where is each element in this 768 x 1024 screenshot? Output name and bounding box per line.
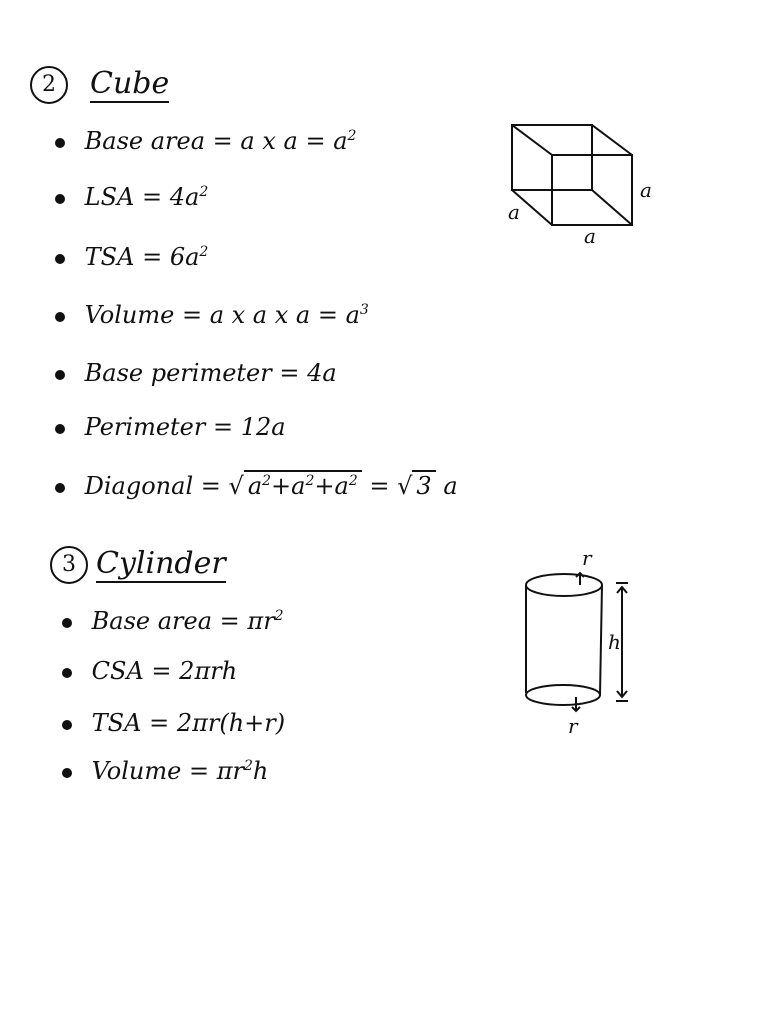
formula-label: Base perimeter xyxy=(84,359,272,387)
cube-tsa-formula xyxy=(55,242,208,272)
formula-result: a xyxy=(443,472,458,500)
equals-sign: = xyxy=(142,243,163,271)
cube-diagram xyxy=(500,115,670,250)
term: a xyxy=(334,472,349,500)
equals-sign: = xyxy=(369,472,390,500)
cube-edge-label-left: a xyxy=(508,200,520,224)
equals-sign: = xyxy=(212,413,234,441)
radicand: 3 xyxy=(412,470,435,500)
cube-base-area-formula xyxy=(55,126,356,156)
formula-label: Diagonal xyxy=(84,472,194,500)
equals-sign: = xyxy=(279,359,300,387)
section-number-cube: 2 xyxy=(30,66,68,104)
bullet-icon xyxy=(62,618,72,628)
bullet-icon xyxy=(55,370,65,380)
square-root-of-three xyxy=(397,470,436,501)
equals-sign: = xyxy=(305,127,326,155)
exponent: 2 xyxy=(243,758,253,774)
plus-sign: + xyxy=(271,472,292,500)
cube-edge-label-bottom: a xyxy=(584,224,596,248)
equals-sign: = xyxy=(200,472,221,500)
cube-lsa-formula xyxy=(55,182,208,212)
equals-sign: = xyxy=(317,301,338,329)
term: a xyxy=(291,472,306,500)
cylinder-volume-formula xyxy=(62,756,268,786)
plus-sign: + xyxy=(314,472,335,500)
bullet-icon xyxy=(55,138,65,148)
formula-result: 6a xyxy=(169,243,200,271)
formula-result: 2πrh xyxy=(179,657,238,685)
exponent: 2 xyxy=(274,608,284,624)
formula-result: 12a xyxy=(240,413,286,441)
cube-base-perimeter-formula xyxy=(55,358,337,388)
radical-sign: √ xyxy=(228,472,244,500)
section-number-cylinder: 3 xyxy=(50,546,88,584)
cylinder-bottom-radius-label: r xyxy=(568,714,578,738)
equals-sign: = xyxy=(188,757,210,785)
radical-sign: √ xyxy=(397,472,413,500)
bullet-icon xyxy=(55,424,65,434)
exponent: 2 xyxy=(348,473,358,489)
exponent: 2 xyxy=(347,128,357,144)
formula-label: Perimeter xyxy=(84,413,206,441)
equals-sign: = xyxy=(151,657,172,685)
equals-sign: = xyxy=(149,709,170,737)
exponent: 3 xyxy=(359,302,369,318)
formula-expression: a x a xyxy=(240,127,298,155)
formula-label: Volume xyxy=(91,757,182,785)
bullet-icon xyxy=(55,312,65,322)
section-title-cube: Cube xyxy=(90,66,170,101)
exponent: 2 xyxy=(262,473,272,489)
bullet-icon xyxy=(55,254,65,264)
section-title-cylinder: Cylinder xyxy=(96,546,226,581)
formula-label: TSA xyxy=(84,243,135,271)
formula-result: πr xyxy=(247,607,275,635)
square-root-expression xyxy=(229,470,362,501)
formula-label: CSA xyxy=(91,657,144,685)
formula-label: Volume xyxy=(84,301,175,329)
cylinder-height-label: h xyxy=(608,630,621,654)
formula-result: a xyxy=(333,127,348,155)
formula-expression: a x a x a xyxy=(209,301,311,329)
exponent: 2 xyxy=(199,184,209,200)
bullet-icon xyxy=(62,668,72,678)
cylinder-bottom-ellipse xyxy=(526,685,600,705)
equals-sign: = xyxy=(212,127,233,155)
cube-edge-label-right: a xyxy=(640,178,652,202)
bullet-icon xyxy=(62,720,72,730)
cylinder-diagram xyxy=(510,545,650,740)
cylinder-right-side xyxy=(600,585,602,695)
equals-sign: = xyxy=(219,607,240,635)
bullet-icon xyxy=(55,194,65,204)
equals-sign: = xyxy=(142,183,163,211)
bullet-icon xyxy=(55,483,65,493)
cube-diagonal-formula xyxy=(55,470,458,501)
formula-label: Base area xyxy=(91,607,213,635)
formula-result-height: h xyxy=(252,757,269,785)
exponent: 2 xyxy=(305,473,315,489)
cube-volume-formula xyxy=(55,300,369,330)
cylinder-tsa-formula xyxy=(62,708,285,738)
bullet-icon xyxy=(62,768,72,778)
radicand xyxy=(244,470,362,500)
cube-perimeter-formula xyxy=(55,412,286,442)
formula-result: 2πr(h+r) xyxy=(176,709,286,737)
cylinder-top-ellipse xyxy=(526,574,602,596)
cylinder-base-area-formula xyxy=(62,606,284,636)
formula-result: a xyxy=(345,301,360,329)
formula-label: Base area xyxy=(84,127,206,155)
formula-result: 4a xyxy=(169,183,200,211)
cylinder-top-radius-label: r xyxy=(582,546,592,570)
cylinder-csa-formula xyxy=(62,656,237,686)
formula-result: πr xyxy=(216,757,244,785)
formula-result: 4a xyxy=(307,359,337,387)
equals-sign: = xyxy=(181,301,203,329)
formula-label: LSA xyxy=(84,183,135,211)
exponent: 2 xyxy=(199,244,209,260)
term: a xyxy=(247,472,263,500)
formula-label: TSA xyxy=(91,709,142,737)
